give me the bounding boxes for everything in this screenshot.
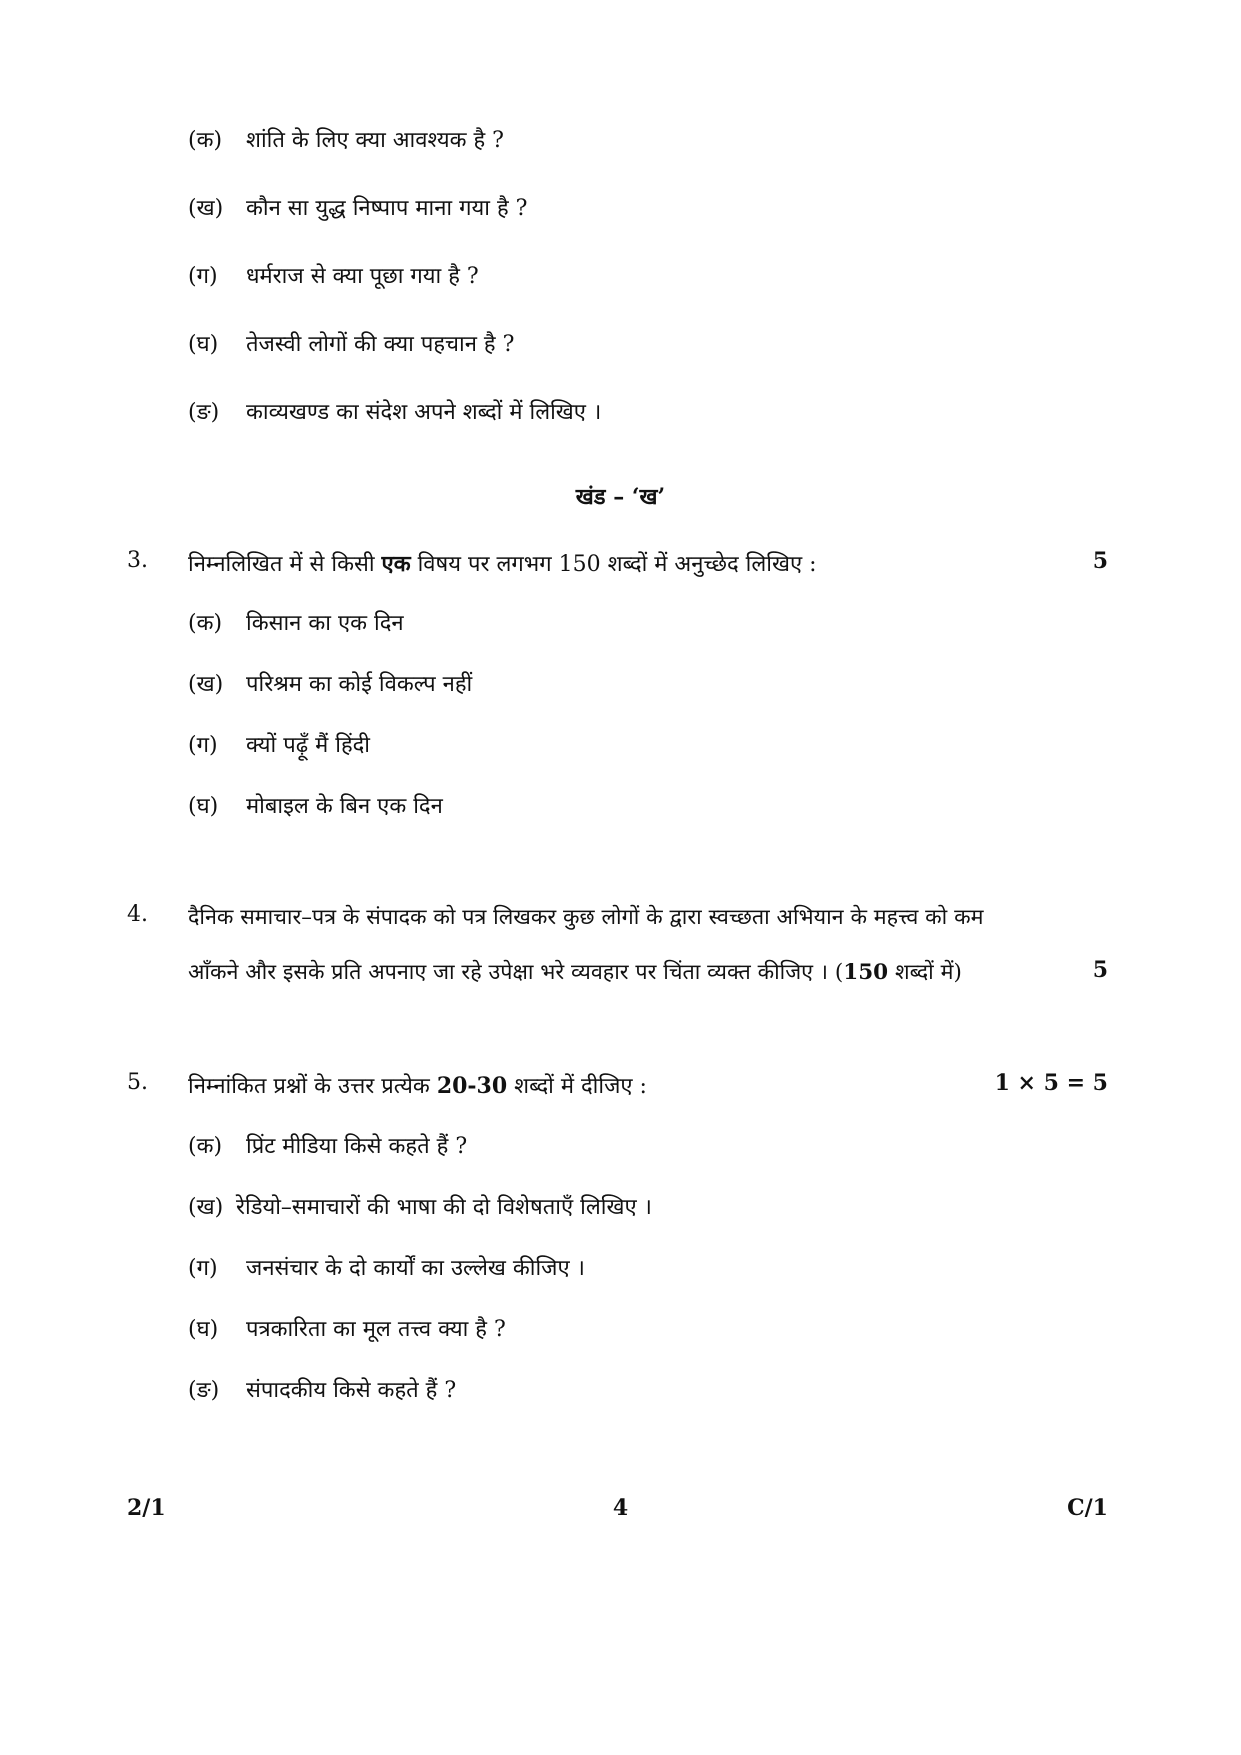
- question-text-emphasis: 150: [843, 960, 889, 985]
- question-label: (ग): [188, 264, 218, 289]
- option-label: (क): [188, 611, 223, 636]
- question-marks: 1 × 5 = 5: [994, 1070, 1108, 1096]
- option-text: पत्रकारिता का मूल तत्त्व क्या है ?: [246, 1317, 506, 1342]
- option-label: (घ): [188, 1317, 219, 1342]
- option-text: प्रिंट मीडिया किसे कहते हैं ?: [246, 1134, 468, 1159]
- option-label: (ख): [188, 672, 224, 697]
- question-text: [188, 957, 962, 986]
- option-text: किसान का एक दिन: [246, 611, 404, 636]
- option-label: (ग): [188, 1256, 218, 1281]
- question-number: 4.: [127, 902, 148, 927]
- option-label: (ख): [188, 1195, 224, 1220]
- question-text: काव्यखण्ड का संदेश अपने शब्दों में लिखिए ।: [246, 400, 602, 425]
- question-number: 5.: [127, 1070, 148, 1095]
- question-marks: 5: [1092, 957, 1108, 983]
- option-text: रेडियो–समाचारों की भाषा की दो विशेषताएँ लिखिए ।: [236, 1195, 652, 1220]
- question-text: [188, 548, 817, 578]
- footer-paper-code: 2/1: [127, 1495, 166, 1521]
- question-text: [188, 1070, 647, 1100]
- option-label: (घ): [188, 794, 219, 819]
- question-label: (घ): [188, 332, 219, 357]
- option-text: मोबाइल के बिन एक दिन: [246, 794, 443, 819]
- question-text: तेजस्वी लोगों की क्या पहचान है ?: [246, 332, 515, 357]
- option-text: क्यों पढ़ूँ मैं हिंदी: [246, 733, 371, 758]
- footer-set-code: C/1: [1067, 1495, 1108, 1521]
- question-text-emphasis: 20-30: [436, 1073, 508, 1099]
- option-label: (ङ): [188, 1378, 220, 1403]
- option-text: संपादकीय किसे कहते हैं ?: [246, 1378, 457, 1403]
- page-number: 4: [612, 1495, 629, 1521]
- option-text: जनसंचार के दो कार्यों का उल्लेख कीजिए ।: [246, 1256, 585, 1281]
- question-text-part: आँकने और इसके प्रति अपनाए जा रहे उपेक्षा भरे व्यवहार पर चिंता व्यक्त कीजिए । (: [188, 960, 844, 985]
- question-marks: 5: [1092, 548, 1108, 574]
- question-number: 3.: [127, 548, 148, 573]
- question-label: (क): [188, 128, 223, 153]
- question-text: धर्मराज से क्या पूछा गया है ?: [246, 264, 479, 289]
- question-text: कौन सा युद्ध निष्पाप माना गया है ?: [246, 196, 528, 221]
- option-label: (क): [188, 1134, 223, 1159]
- question-text-part: शब्दों में दीजिए :: [507, 1074, 647, 1099]
- question-text-part: शब्दों में): [888, 960, 962, 985]
- option-label: (ग): [188, 733, 218, 758]
- question-label: (ख): [188, 196, 224, 221]
- question-text: दैनिक समाचार–पत्र के संपादक को पत्र लिखकर कुछ लोगों के द्वारा स्वच्छता अभियान के महत्त्व को कम: [188, 905, 984, 930]
- section-heading: खंड – ‘ख’: [575, 484, 666, 510]
- question-label: (ङ): [188, 400, 220, 425]
- question-text-part: विषय पर लगभग 150 शब्दों में अनुच्छेद लिखिए :: [410, 552, 817, 577]
- question-text-part: निम्नलिखित में से किसी: [188, 552, 382, 577]
- option-text: परिश्रम का कोई विकल्प नहीं: [246, 672, 473, 697]
- question-text-emphasis: एक: [381, 551, 411, 577]
- question-text: शांति के लिए क्या आवश्यक है ?: [246, 128, 504, 153]
- question-text-part: निम्नांकित प्रश्नों के उत्तर प्रत्येक: [188, 1074, 437, 1099]
